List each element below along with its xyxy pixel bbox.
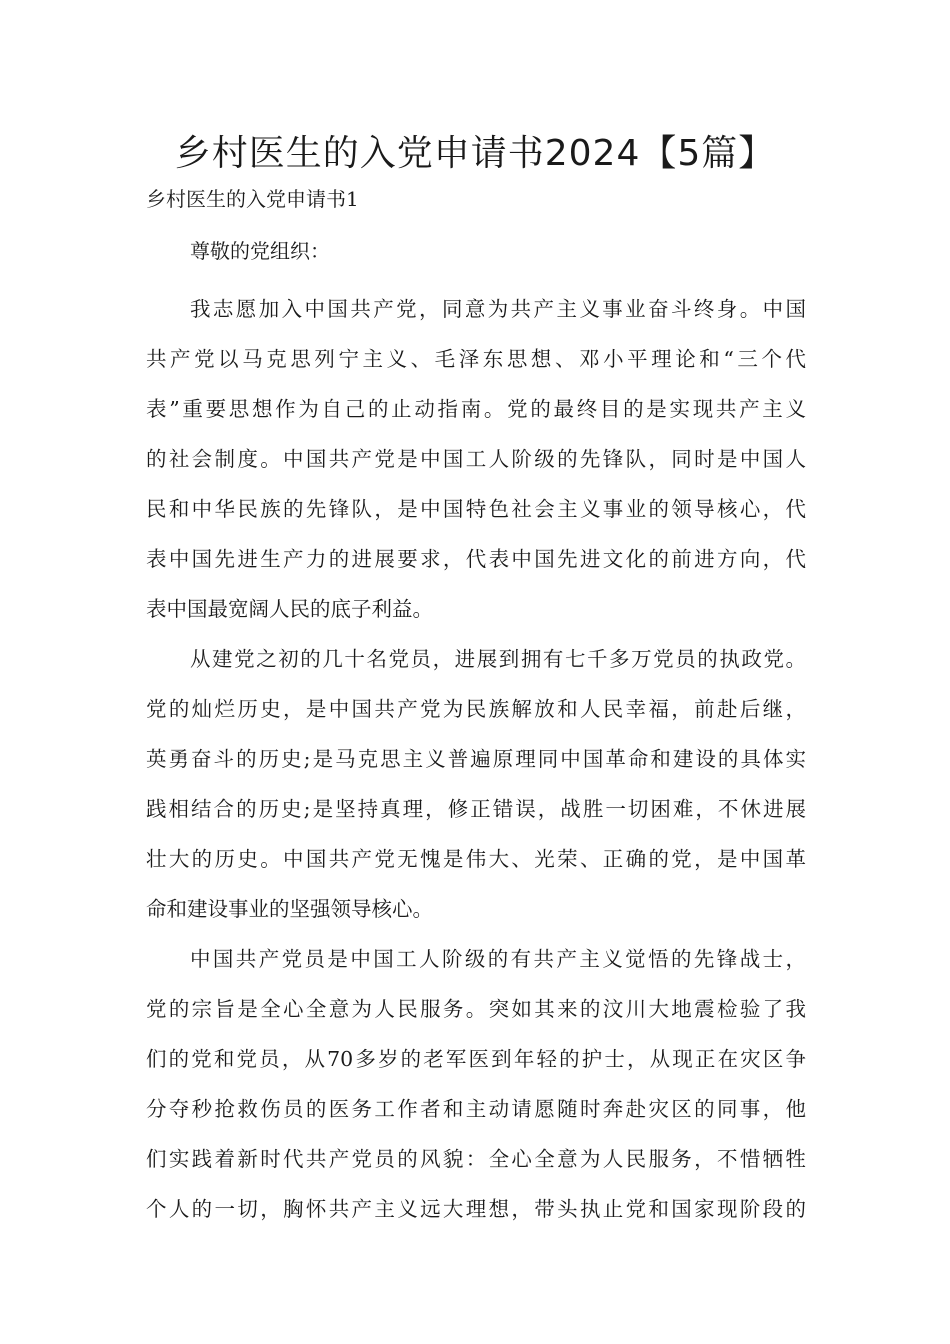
text-line: 表中国最宽阔人民的底子利益。 — [146, 597, 433, 621]
document-body — [146, 284, 826, 1234]
text-line: 中国共产党员是中国工人阶级的有共产主义觉悟的先锋战士， — [190, 947, 806, 971]
paragraph-2 — [146, 634, 826, 934]
text-line: 我志愿加入中国共产党，同意为共产主义事业奋斗终身。中国 — [190, 297, 806, 321]
paragraph-1 — [146, 284, 826, 634]
text-line: 党的灿烂历史，是中国共产党为民族解放和人民幸福，前赴后继， — [146, 697, 806, 721]
text-line: 表”重要思想作为自己的止动指南。党的最终目的是实现共产主义 — [146, 397, 806, 421]
text-line: 们的党和党员，从70多岁的老军医到年轻的护士，从现正在灾区争 — [146, 1047, 806, 1071]
text-line: 壮大的历史。中国共产党无愧是伟大、光荣、正确的党，是中国革 — [146, 847, 806, 871]
text-line: 党的宗旨是全心全意为人民服务。突如其来的汶川大地震检验了我 — [146, 997, 806, 1021]
text-line: 践相结合的历史;是坚持真理，修正错误，战胜一切困难，不休进展 — [146, 797, 806, 821]
section-heading: 乡村医生的入党申请书1 — [146, 187, 359, 211]
text-line: 分夺秒抢救伤员的医务工作者和主动请愿随时奔赴灾区的同事，他 — [146, 1097, 806, 1121]
text-line: 个人的一切，胸怀共产主义远大理想，带头执止党和国家现阶段的 — [146, 1197, 806, 1221]
text-line: 命和建设事业的坚强领导核心。 — [146, 897, 433, 921]
text-line: 的社会制度。中国共产党是中国工人阶级的先锋队，同时是中国人 — [146, 447, 806, 471]
text-line: 从建党之初的几十名党员，进展到拥有七千多万党员的执政党。 — [190, 647, 806, 671]
text-line: 英勇奋斗的历史;是马克思主义普遍原理同中国革命和建设的具体实 — [146, 747, 806, 771]
document-title: 乡村医生的入党申请书2024【5篇】 — [174, 133, 776, 174]
salutation: 尊敬的党组织： — [190, 239, 330, 263]
text-line: 民和中华民族的先锋队，是中国特色社会主义事业的领导核心，代 — [146, 497, 806, 521]
paragraph-3 — [146, 934, 826, 1234]
text-line: 表中国先进生产力的进展要求，代表中国先进文化的前进方向，代 — [146, 547, 806, 571]
text-line: 共产党以马克思列宁主义、毛泽东思想、邓小平理论和“三个代 — [146, 347, 806, 371]
text-line: 们实践着新时代共产党员的风貌：全心全意为人民服务，不惜牺牲 — [146, 1147, 806, 1171]
